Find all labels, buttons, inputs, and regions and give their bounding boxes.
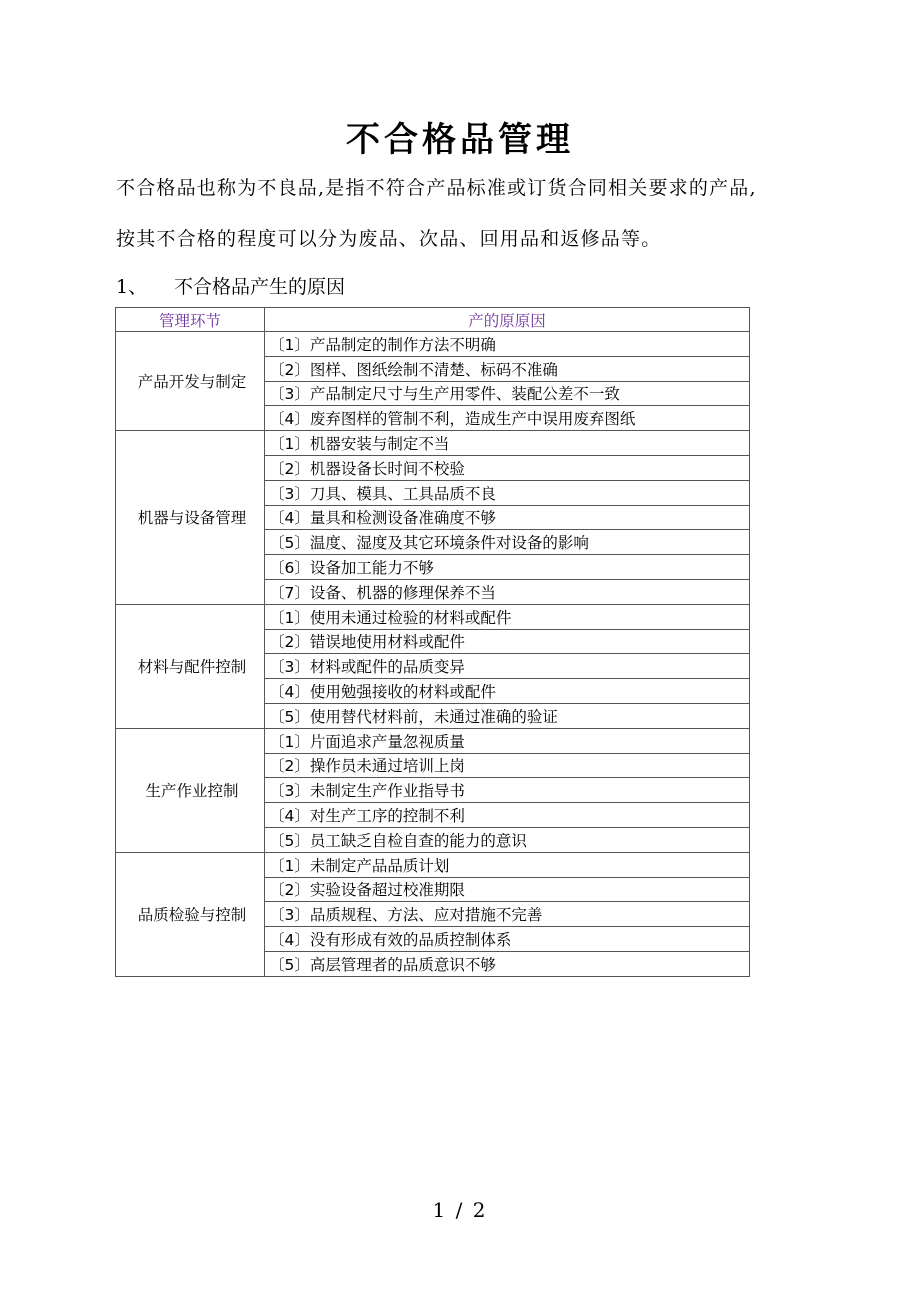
page-number: 1 / 2: [432, 1198, 488, 1222]
cause-cell: 〔2〕机器设备长时间不校验: [265, 455, 750, 480]
cause-cell: 〔4〕量具和检测设备准确度不够: [265, 505, 750, 530]
category-cell: 材料与配件控制: [116, 604, 265, 728]
cause-cell: 〔1〕片面追求产量忽视质量: [265, 728, 750, 753]
section-number: 1、: [116, 276, 148, 298]
cause-cell: 〔1〕机器安装与制定不当: [265, 431, 750, 456]
header-causes: 产的原原因: [265, 308, 750, 332]
cause-cell: 〔4〕使用勉强接收的材料或配件: [265, 679, 750, 704]
table-row: [116, 728, 750, 753]
cause-cell: 〔2〕实验设备超过校准期限: [265, 877, 750, 902]
intro-line-1: 不合格品也称为不良品,是指不符合产品标准或订货合同相关要求的产品,: [116, 177, 757, 199]
section-title: 不合格品产生的原因: [174, 276, 346, 298]
cause-cell: 〔3〕未制定生产作业指导书: [265, 778, 750, 803]
cause-cell: 〔3〕品质规程、方法、应对措施不完善: [265, 902, 750, 927]
cause-cell: 〔4〕对生产工序的控制不利: [265, 803, 750, 828]
cause-cell: 〔4〕没有形成有效的品质控制体系: [265, 927, 750, 952]
cause-cell: 〔5〕高层管理者的品质意识不够: [265, 951, 750, 976]
cause-cell: 〔3〕刀具、模具、工具品质不良: [265, 480, 750, 505]
category-cell: 机器与设备管理: [116, 431, 265, 605]
table-row: [116, 604, 750, 629]
causes-table: [115, 307, 750, 977]
cause-cell: 〔5〕员工缺乏自检自查的能力的意识: [265, 827, 750, 852]
page-title: 不合格品管理: [346, 120, 574, 160]
cause-cell: 〔5〕使用替代材料前，未通过准确的验证: [265, 703, 750, 728]
cause-cell: 〔1〕未制定产品品质计划: [265, 852, 750, 877]
category-cell: 产品开发与制定: [116, 332, 265, 431]
cause-cell: 〔2〕图样、图纸绘制不清楚、标码不准确: [265, 356, 750, 381]
table-body: [116, 332, 750, 977]
table-row: [116, 431, 750, 456]
table-row: [116, 332, 750, 357]
table-header-row: [116, 308, 750, 332]
cause-cell: 〔3〕材料或配件的品质变异: [265, 654, 750, 679]
intro-line-2: 按其不合格的程度可以分为废品、次品、回用品和返修品等。: [116, 228, 662, 250]
table-row: [116, 852, 750, 877]
category-cell: 品质检验与控制: [116, 852, 265, 976]
cause-cell: 〔6〕设备加工能力不够: [265, 555, 750, 580]
cause-cell: 〔3〕产品制定尺寸与生产用零件、装配公差不一致: [265, 381, 750, 406]
cause-cell: 〔1〕使用未通过检验的材料或配件: [265, 604, 750, 629]
section-heading: [116, 272, 345, 299]
cause-cell: 〔7〕设备、机器的修理保养不当: [265, 579, 750, 604]
cause-cell: 〔2〕操作员未通过培训上岗: [265, 753, 750, 778]
cause-cell: 〔1〕产品制定的制作方法不明确: [265, 332, 750, 357]
cause-cell: 〔2〕错误地使用材料或配件: [265, 629, 750, 654]
header-management-stage: 管理环节: [116, 308, 265, 332]
cause-cell: 〔4〕废弃图样的管制不利，造成生产中误用废弃图纸: [265, 406, 750, 431]
cause-cell: 〔5〕温度、湿度及其它环境条件对设备的影响: [265, 530, 750, 555]
category-cell: 生产作业控制: [116, 728, 265, 852]
